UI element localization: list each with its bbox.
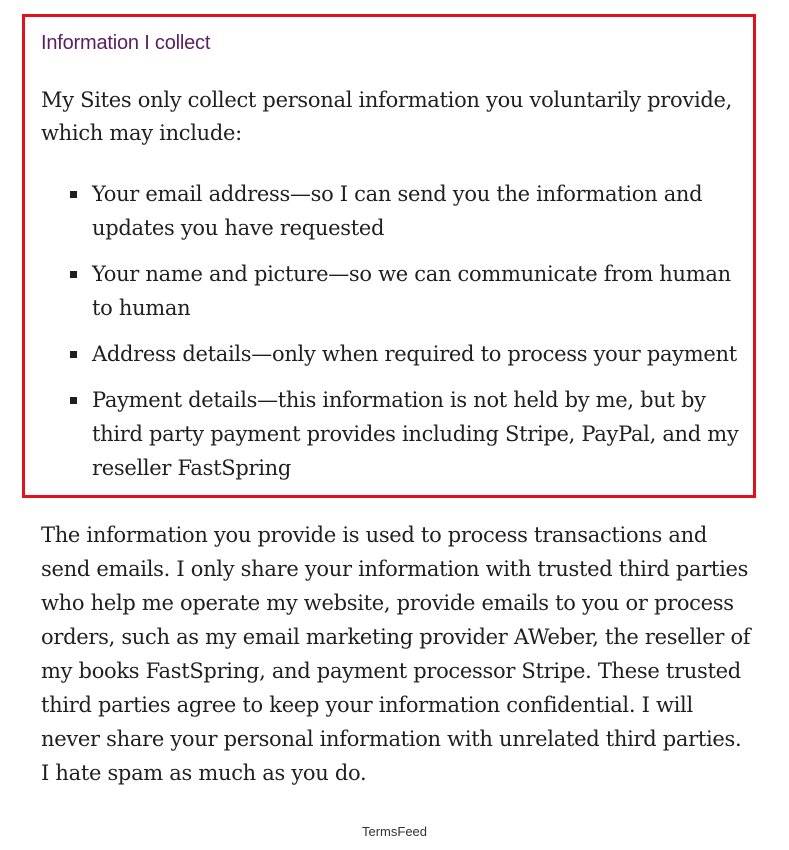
square-bullet-icon: [70, 397, 77, 404]
intro-paragraph: My Sites only collect personal information you voluntarily provide, which may include:: [41, 88, 733, 145]
list-item-text: Your email address—so I can send you the information and updates you have requested: [92, 182, 703, 240]
section-heading: Information I collect: [41, 32, 211, 54]
list-item-text: Your name and picture—so we can communicate from human to human: [92, 262, 731, 320]
list-item-payment: [41, 383, 741, 485]
list-item-email: [41, 177, 741, 245]
list-item-text: Address details—only when required to process your payment: [92, 342, 737, 366]
collected-info-list: [41, 177, 741, 497]
square-bullet-icon: [70, 351, 77, 358]
square-bullet-icon: [70, 271, 77, 278]
list-item-text: Payment details—this information is not held by me, but by third party payment provides including Stripe, PayPal, and my reseller FastSpring: [92, 388, 739, 480]
body-paragraph: The information you provide is used to process transactions and send emails. I only share your information with trusted third parties who help me operate my website, provide emails to you or process orders, such as my email marketing provider AWeber, the reseller of my books FastSpring, and payment processor Stripe. These trusted third parties agree to keep your information confidential. I will never share your personal information with unrelated third parties. I hate spam as much as you do.: [41, 523, 751, 785]
list-item-address: [41, 337, 741, 371]
footer-brand: TermsFeed: [361, 824, 428, 839]
square-bullet-icon: [70, 191, 77, 198]
list-item-name-picture: [41, 257, 741, 325]
